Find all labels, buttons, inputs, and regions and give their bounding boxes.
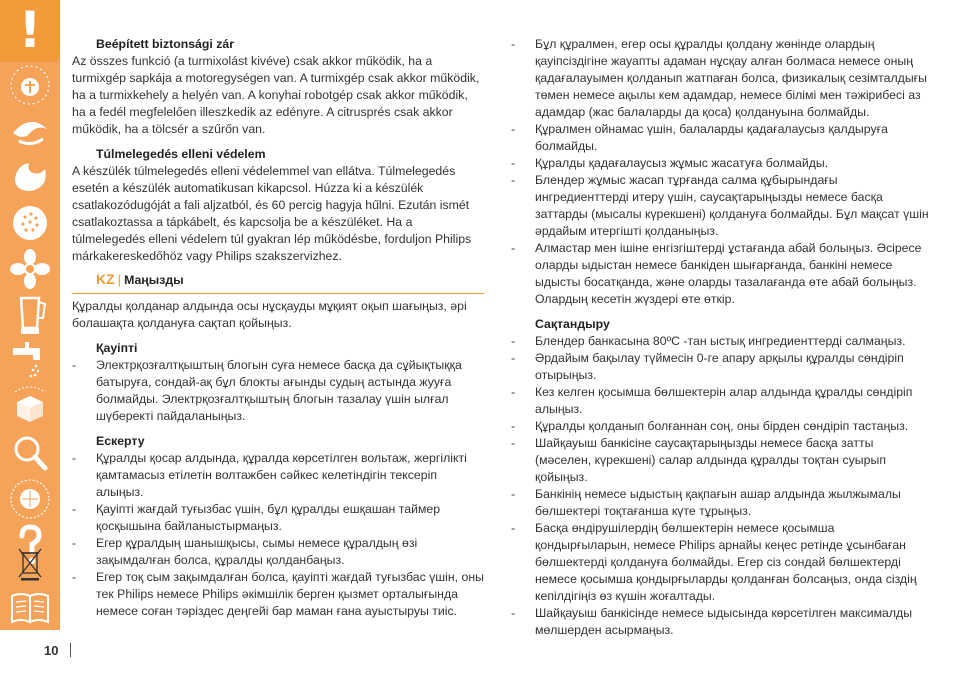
magnifier-icon	[0, 430, 60, 476]
warning-item: - Алмастар мен ішіне енгізгіштерді ұстағанда абай болыңыз. Әсіресе оларды ыдыстан немесе банкіден шығарғанда, банкіні немесе ыдысты босатқанда, және оларды тазалағанда өте абай болыңыз. Олардың кесетін жүздері өте өткір.	[511, 240, 931, 308]
slicing-disc-icon	[0, 246, 60, 292]
click-and-go-icon	[0, 62, 60, 108]
caution-item: - Әрдайым бақылау түймесін 0-ге апару арқылы құралды сөндіріп отырыңыз.	[511, 350, 931, 384]
intro-text: Құралды қолданар алдында осы нұсқауды мұқият оқып шағыңыз, әрі болашақта қолдануға сақтап қойыңыз.	[72, 299, 467, 330]
caution-heading: Сақтандыру	[535, 317, 610, 331]
blade-icon	[0, 108, 60, 154]
page-number-divider	[70, 643, 71, 657]
language-separator: |	[117, 272, 122, 287]
built-in-safety-lock-heading: Beépített biztonsági zár	[96, 37, 235, 51]
warning-item: - Құралмен ойнамас үшін, балаларды қадағалаусыз қалдыруға болмайды.	[511, 121, 931, 155]
left-column	[72, 36, 484, 620]
warning-item: - Егер тоқ сым зақымдалған болса, қауіпті жағдай туғызбас үшін, оны тек Philips немесе Philips әкімшілік берген қызмет орталығында немесе соған тәріздес деңгейі бар маман ғана ауыстыруы тиіс.	[72, 569, 484, 620]
caution-item: - Шайқауыш банкісінде немесе ыдысында көрсетілген максималды мөлшерден асырмаңыз.	[511, 605, 931, 639]
caution-item: - Басқа өндірушілердің бөлшектерін немесе қосымша қондырғыларын, немесе Philips арнайы кеңес ретінде ұсынбаған бөлшектерді қолдануға болмайды. Егер сіз сондай бөлшектерді немесе қосымша қондырғыларды қолданған болсаңыз, онда сіздің кепілдігіңіз өз күшін жоғалтады.	[511, 520, 931, 605]
book-icon	[0, 584, 60, 630]
exclamation-icon: !	[18, 1, 42, 59]
overheat-protection-heading: Túlmelegedés elleni védelem	[96, 147, 266, 161]
warning-item: - Қауіпті жағдай туғызбас үшін, бұл құралды ешқашан таймер қосқышына байланыстырмаңыз.	[72, 501, 484, 535]
built-in-safety-lock-text: Az összes funkció (a turmixolást kivéve) csak akkor működik, ha a turmixgép sapkája a motoregységen van. A turmixgép csak akkor működik, ha a turmixkehely a helyén van. A konyhai robotgép csak akkor működik, ha a fedél megfelelően illeszkedik az edényre. A citrusprés csak akkor működik, ha a tölcsér a szűrőn van.	[72, 54, 480, 136]
overheat-protection-text: A készülék túlmelegedés elleni védelemmel van ellátva. Túlmelegedés esetén a készülék automatikusan kikapcsol. Húzza ki a készülék csatlakozódugóját a fali aljzatból, és 60 percig hagyja hűlni. Ezután ismét csatlakoztassa a tápkábelt, és kapcsolja be a készüléket. Ha a túlmelegedés elleni védelem túl gyakran lép működésbe, forduljon Philips márkakereskedőhöz vagy Philips szakszervizhez.	[72, 164, 472, 263]
warning-item: - Блендер жұмыс жасап тұрғанда салма құбырындағы ингредиенттерді итеру үшін, саусақтарыңызды немесе басқа заттарды (мысалы күрекшені) қолдануға болмайды. Бұл мақсат үшін әрдайым итергішті қолданыңыз.	[511, 172, 931, 240]
warning-item: - Егер құралдың шанышқысы, сымы немесе құралдың өзі зақымдалған болса, құралды қолданбаңыз.	[72, 535, 484, 569]
sidebar-icon-strip	[0, 0, 60, 630]
blender-jar-icon	[0, 292, 60, 338]
crossed-bin-icon	[0, 544, 60, 584]
caution-item: - Блендер банкасына 80ºC -тан ыстық ингредиенттерді салмаңыз.	[511, 333, 931, 350]
caution-item: - Құралды қолданып болғаннан соң, оны бірден сөндіріп тастаңыз.	[511, 418, 931, 435]
danger-item: - Электрқозғалтқыштың блогын суға немесе басқа да сұйықтыққа батыруға, сондай-ақ бұл блокты ағынды судың астында жууға болмайды. Электрқозғалтқыштың блогын тазалау үшін ылғал шүберекті пайдаланыңыз.	[72, 357, 484, 425]
world-wide-guarantee-icon	[0, 476, 60, 522]
fruit-icon	[0, 154, 60, 200]
page-number: 10	[44, 643, 59, 658]
warning-heading: Ескерту	[96, 434, 145, 448]
danger-heading: Қауіпті	[96, 341, 138, 355]
language-code: KZ	[96, 271, 115, 287]
storage-box-icon	[0, 384, 60, 430]
kz-section-header	[72, 271, 484, 294]
warning-item: - Бұл құралмен, егер осы құралды қолдану жөнінде олардың қауіпсіздігіне жауапты адаман нұсқау алған болмаса немесе оның қадағалауымен қолданып жатпаған болса, физикалық сезімталдығы төмен немесе ақылы кем адамдар, немесе білімі мен тәжірибесі аз адамдар (жас балаларды да қоса) қолдануына болмайды.	[511, 36, 931, 121]
caution-item: - Банкінің немесе ыдыстың қақпағын ашар алдында жылжымалы бөлшектері тоқтағанша күте тұрыңыз.	[511, 486, 931, 520]
tap-water-icon	[0, 338, 60, 384]
caution-item: - Кез келген қосымша бөлшектерін алар алдында құралды сөндіріп алыңыз.	[511, 384, 931, 418]
warning-item: - Құралды қосар алдында, құралда көрсетілген вольтаж, жергілікті қамтамасыз етілетін волтажбен сәйкес келетіндігін тексеріп алыңыз.	[72, 450, 484, 501]
caution-item: - Шайқауыш банкісіне саусақтарыңызды немесе басқа затты (мәселен, күрекшені) салар алдында құралды тоқтан суырып қойыңыз.	[511, 435, 931, 486]
important-heading: Маңызды	[124, 273, 184, 287]
grater-disc-icon	[0, 200, 60, 246]
right-column	[511, 36, 931, 639]
warning-item: - Құралды қадағалаусыз жұмыс жасатуға болмайды.	[511, 155, 931, 172]
important-tab	[0, 0, 60, 62]
